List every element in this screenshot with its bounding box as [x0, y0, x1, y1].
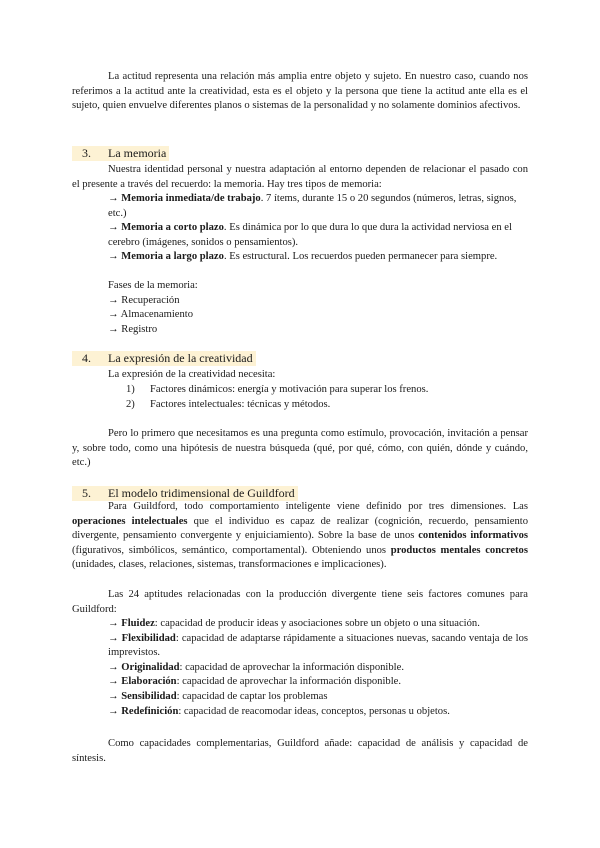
arrow-icon: →	[108, 251, 119, 263]
complementary-capacities-paragraph: Como capacidades complementarias, Guildford añade: capacidad de análisis y capacidad de síntesis.	[72, 738, 528, 764]
arrow-icon: →	[108, 323, 119, 335]
section-4-title: La expresión de la creatividad	[108, 351, 253, 365]
phase-item: → Registro	[108, 323, 158, 335]
arrow-icon: →	[108, 309, 119, 321]
section-4-number: 4.	[82, 351, 91, 365]
memory-phases-list	[72, 279, 528, 337]
arrow-icon: →	[108, 618, 119, 629]
arrow-icon: →	[108, 632, 119, 644]
creativity-expression-paragraph: La expresión de la creatividad necesita:	[108, 369, 276, 380]
memory-type-desc: . 7 ítems, durante 15 o 20 segundos (números, letras, signos, etc.)	[108, 193, 517, 219]
arrow-icon: →	[108, 294, 119, 306]
memory-type-term: Memoria a corto plazo	[121, 222, 224, 234]
memory-type-item	[108, 221, 528, 250]
factor-item-redefinicion: → Redefinición: capacidad de reacomodar ideas, conceptos, personas u objetos.	[108, 705, 450, 717]
factor-item-sensibilidad: → Sensibilidad: capacidad de captar los problemas	[108, 690, 328, 702]
memory-type-item	[108, 250, 528, 265]
memory-type-desc: . Es dinámica por lo que dura lo que dura la actividad nerviosa en el cerebro (imágenes, sonidos o pensamientos).	[108, 222, 512, 248]
factor-item-flexibilidad: → Flexibilidad: capacidad de adaptarse rápidamente a situaciones nuevas, sacando ventaja de los imprevistos.	[108, 632, 528, 659]
creativity-factors-list	[108, 383, 528, 412]
factor-item-fluidez: → Fluidez: capacidad de producir ideas y asociaciones sobre un objeto o una situación.	[108, 618, 480, 629]
memory-type-term: Memoria a largo plazo	[121, 251, 224, 263]
intro-paragraph: La actitud representa una relación más amplia entre objeto y sujeto. En nuestro caso, cuando nos referimos a la actitud ante la creatividad, esta es el objeto y la persona que tiene la actitud ante ella es el sujeto, quien envuelve diferentes planos o sistemas de la personalidad y no solamente dominios afectivos.	[72, 71, 528, 112]
memory-type-desc: . Es estructural. Los recuerdos pueden permanecer para siempre.	[223, 251, 498, 263]
arrow-icon: →	[108, 661, 119, 673]
phase-item: → Recuperación	[108, 294, 180, 306]
arrow-icon: →	[108, 676, 119, 688]
list-item: 2) Factores intelectuales: técnicas y métodos.	[126, 398, 331, 410]
factor-item-elaboracion: → Elaboración: capacidad de aprovechar la información disponible.	[108, 676, 402, 688]
section-5-heading	[72, 486, 528, 501]
memory-intro-paragraph: Nuestra identidad personal y nuestra adaptación al entorno dependen de relacionar el pasado con el presente a través del recuerdo: la memoria. Hay tres tipos de memoria:	[72, 164, 528, 190]
section-5-title: El modelo tridimensional de Guildford	[108, 486, 295, 500]
divergent-aptitudes-paragraph: Las 24 aptitudes relacionadas con la producción divergente tiene seis factores comunes para Guildford:	[72, 589, 528, 615]
section-3-title: La memoria	[108, 146, 167, 160]
section-5-number: 5.	[82, 486, 91, 500]
memory-type-term: Memoria inmediata/de trabajo	[121, 193, 261, 204]
section-3-number: 3.	[82, 146, 91, 160]
arrow-icon: →	[108, 222, 119, 234]
factor-item-originalidad: → Originalidad: capacidad de aprovechar la información disponible.	[108, 661, 404, 673]
section-3-heading	[72, 146, 528, 161]
phase-item: → Almacenamiento	[108, 309, 194, 321]
guildford-dimensions-paragraph: Para Guildford, todo comportamiento inteligente viene definido por tres dimensiones. Las operaciones intelectuales que el individuo es capaz de realizar (cognición, recuerdo, pensamiento divergente, pensamiento convergente y enjuiciamiento). Sobre la base de unos contenidos informativos (figurativos, simbólicos, semántico, comportamental). Obteniendo unos productos mentales concretos (unidades, clases, relaciones, sistemas, transformaciones e implicaciones).	[72, 501, 528, 571]
section-4-heading	[72, 351, 528, 366]
creativity-closing-paragraph: Pero lo primero que necesitamos es una pregunta como estímulo, provocación, invitación a pensar y, sobre todo, como una hipótesis de nuestra búsqueda (qué, por qué, cómo, con quién, dónde y cuándo, etc.)	[72, 428, 528, 469]
arrow-icon: →	[108, 193, 119, 204]
list-item: 1) Factores dinámicos: energía y motivación para superar los frenos.	[126, 384, 429, 395]
memory-types-list	[72, 192, 528, 265]
phases-label: Fases de la memoria:	[108, 280, 198, 291]
guildford-factors-list	[72, 617, 528, 719]
arrow-icon: →	[108, 705, 119, 717]
arrow-icon: →	[108, 690, 119, 702]
memory-type-item	[108, 192, 528, 221]
